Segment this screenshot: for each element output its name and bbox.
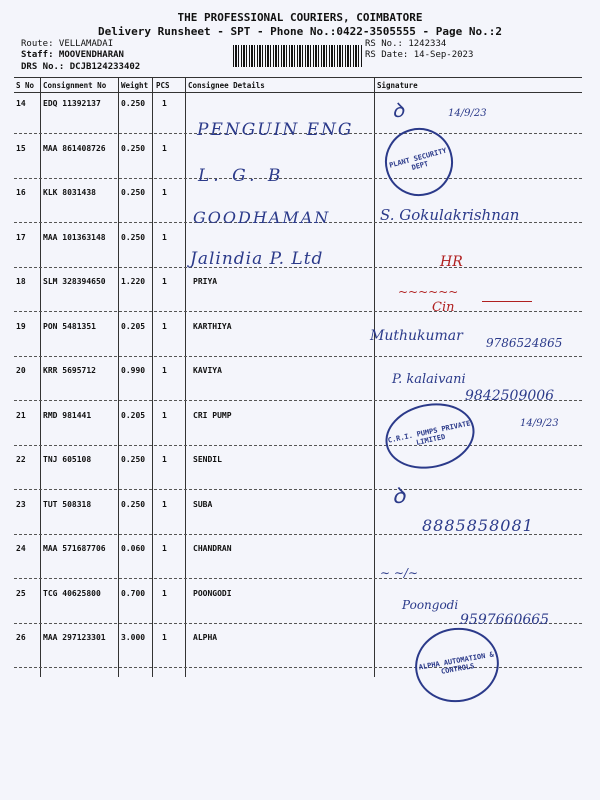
row-sno: 20 xyxy=(16,366,26,375)
runsheet-table xyxy=(14,77,582,677)
phone-19: 9786524865 xyxy=(486,336,563,350)
row-consignee: PRIYA xyxy=(193,277,218,286)
row-weight: 1.220 xyxy=(121,277,146,286)
col-header-consignee: Consignee Details xyxy=(188,81,265,90)
phone-25: 9597660665 xyxy=(460,612,550,628)
row-pcs: 1 xyxy=(162,321,167,331)
staff-label: Staff: MOOVENDHARAN xyxy=(21,50,124,60)
row-consignment-no: KLK 8031438 xyxy=(43,188,96,197)
row-consignment-no: MAA 297123301 xyxy=(43,633,106,642)
row-pcs: 1 xyxy=(162,143,167,153)
stamp-26: ALPHA AUTOMATION & CONTROLS xyxy=(409,621,505,708)
signature-19: Muthukumar xyxy=(370,328,463,344)
signature-23: ꝺ xyxy=(392,484,406,509)
row-sno: 15 xyxy=(16,143,26,153)
row-sno: 17 xyxy=(16,232,26,242)
row-pcs: 1 xyxy=(162,99,167,108)
row-consignee: SENDIL xyxy=(193,455,222,464)
handwritten-consignee-15: PENGUIN ENG xyxy=(197,120,354,140)
row-sno: 26 xyxy=(16,633,26,642)
row-weight: 0.250 xyxy=(121,232,146,242)
row-consignment-no: MAA 861408726 xyxy=(43,143,106,153)
row-weight: 0.205 xyxy=(121,321,146,331)
row-sno: 21 xyxy=(16,410,26,420)
rs-date: RS Date: 14-Sep-2023 xyxy=(365,50,474,60)
row-consignee: KAVIYA xyxy=(193,366,222,375)
row-divider xyxy=(14,178,582,179)
row-weight: 0.250 xyxy=(121,99,146,108)
row-consignment-no: TCG 40625800 xyxy=(43,588,101,598)
row-pcs: 1 xyxy=(162,455,167,464)
row-pcs: 1 xyxy=(162,232,167,242)
col-header-pcs: PCS xyxy=(156,81,170,90)
row-weight: 3.000 xyxy=(121,633,146,642)
row-divider xyxy=(14,445,582,446)
handwritten-consignee-16: L. G. B xyxy=(198,166,285,186)
signature-18: HR xyxy=(440,254,463,270)
row-pcs: 1 xyxy=(162,277,167,286)
row-pcs: 1 xyxy=(162,544,167,553)
row-consignment-no: SLM 328394650 xyxy=(43,277,106,286)
row-pcs: 1 xyxy=(162,499,167,509)
row-divider xyxy=(14,356,582,357)
signature-18b: Cin xyxy=(432,300,455,315)
signature-17: S. Gokulakrishnan xyxy=(380,206,520,224)
row-consignment-no: TNJ 605108 xyxy=(43,455,92,464)
row-consignee: CHANDRAN xyxy=(193,544,232,553)
row-pcs: 1 xyxy=(162,188,167,197)
row-sno: 14 xyxy=(16,99,26,108)
barcode-image xyxy=(233,45,363,67)
row-pcs: 1 xyxy=(162,366,167,375)
row-weight: 0.060 xyxy=(121,544,146,553)
row-sno: 24 xyxy=(16,544,26,553)
row-pcs: 1 xyxy=(162,410,167,420)
row-pcs: 1 xyxy=(162,633,167,642)
signature-24: ∼ ∼/∼ xyxy=(380,566,419,580)
date-14: 14/9/23 xyxy=(448,108,487,119)
row-divider xyxy=(14,489,582,490)
row-weight: 0.250 xyxy=(121,455,146,464)
row-weight: 0.700 xyxy=(121,588,146,598)
struck-text-18: ————— xyxy=(482,296,532,307)
row-sno: 16 xyxy=(16,188,26,197)
col-header-signature: Signature xyxy=(377,81,418,90)
phone-23: 8885858081 xyxy=(422,516,534,535)
stamp-21: C.R.I. PUMPS PRIVATE LIMITED xyxy=(379,395,480,476)
row-consignment-no: TUT 508318 xyxy=(43,499,92,509)
row-weight: 0.205 xyxy=(121,410,146,420)
row-sno: 25 xyxy=(16,588,26,598)
date-21: 14/9/23 xyxy=(520,418,559,429)
signature-18-cross: ~~~~~~ xyxy=(398,285,459,299)
row-consignee: POONGODI xyxy=(193,588,232,598)
row-weight: 0.250 xyxy=(121,188,146,197)
row-divider xyxy=(14,578,582,579)
row-sno: 19 xyxy=(16,321,26,331)
row-consignment-no: RMD 981441 xyxy=(43,410,92,420)
row-consignment-no: MAA 571687706 xyxy=(43,544,106,553)
route-label: Route: VELLAMADAI xyxy=(21,39,114,49)
col-header-sno: S No xyxy=(16,81,35,90)
stamp-15: PLANT SECURITY DEPT xyxy=(377,120,460,203)
row-consignee: KARTHIYA xyxy=(193,321,232,331)
row-consignment-no: EDQ 11392137 xyxy=(43,99,101,108)
rs-number: RS No.: 1242334 xyxy=(365,39,447,49)
row-divider xyxy=(14,311,582,312)
handwritten-consignee-17: GOODHAMAN xyxy=(193,208,331,227)
drs-number: DRS No.: DCJB124233402 xyxy=(21,62,141,72)
row-pcs: 1 xyxy=(162,588,167,598)
row-consignee: CRI PUMP xyxy=(193,410,232,420)
row-consignment-no: MAA 101363148 xyxy=(43,232,106,242)
row-weight: 0.250 xyxy=(121,143,146,153)
row-sno: 18 xyxy=(16,277,26,286)
row-consignee: SUBA xyxy=(193,499,213,509)
signature-14: ꝺ xyxy=(392,98,404,122)
row-weight: 0.250 xyxy=(121,499,146,509)
phone-21: 9842509006 xyxy=(465,388,555,404)
row-consignment-no: KRR 5695712 xyxy=(43,366,96,375)
row-consignee: ALPHA xyxy=(193,633,218,642)
runsheet-subtitle: Delivery Runsheet - SPT - Phone No.:0422-3505555 - Page No.:2 xyxy=(98,25,502,38)
row-consignment-no: PON 5481351 xyxy=(43,321,96,331)
col-header-consignment: Consignment No xyxy=(43,81,107,90)
handwritten-consignee-18: Jalindia P. Ltd xyxy=(190,249,324,269)
company-title: THE PROFESSIONAL COURIERS, COIMBATORE xyxy=(177,11,423,24)
signature-25: Poongodi xyxy=(402,598,459,612)
row-sno: 23 xyxy=(16,499,26,509)
row-sno: 22 xyxy=(16,455,26,464)
signature-20: P. kalaivani xyxy=(392,372,466,387)
col-header-weight: Weight xyxy=(121,81,149,90)
row-weight: 0.990 xyxy=(121,366,146,375)
